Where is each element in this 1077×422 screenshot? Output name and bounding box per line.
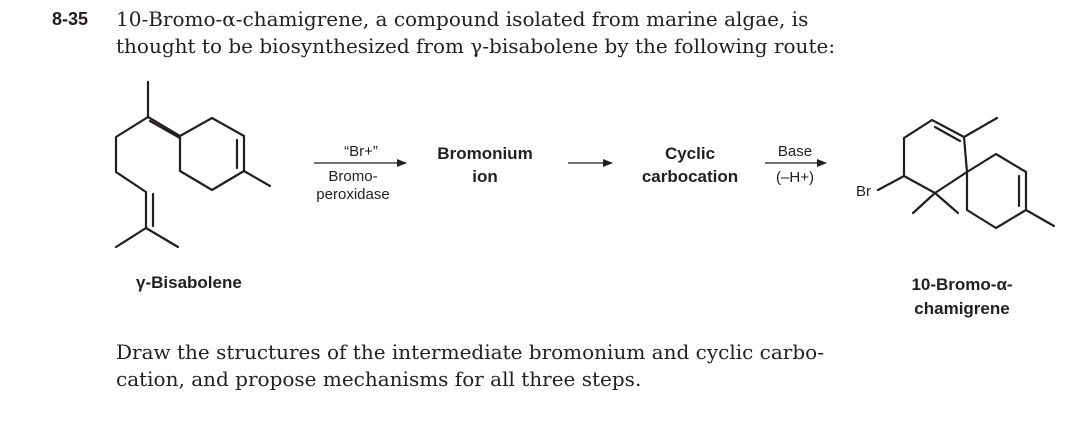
cyclic-carbocation-line: Cyclic — [664, 144, 716, 163]
bond — [116, 117, 148, 228]
starting-material-label: γ-Bisabolene — [136, 273, 242, 292]
proton-loss-label: (–H+) — [776, 169, 814, 186]
bromonium-ion-line: ion — [472, 167, 498, 186]
problem-statement-line: 10-Bromo-α-chamigrene, a compound isolated from marine algae, is — [116, 7, 809, 31]
cyclic-carbocation-label — [628, 142, 752, 188]
bromo-chamigrene-structure — [878, 118, 1054, 228]
reagent-enzyme-label — [306, 168, 400, 204]
bromonium-ion-line: Bromonium — [437, 144, 533, 163]
base-reagent-label: Base — [777, 143, 813, 160]
bond — [967, 154, 1026, 228]
problem-number: 8-35 — [52, 9, 89, 29]
bromonium-ion-label — [424, 142, 546, 188]
reagent-enzyme-line: peroxidase — [316, 186, 390, 203]
product-label-line: chamigrene — [914, 299, 1010, 318]
product-label — [898, 273, 1026, 321]
gamma-bisabolene-structure — [116, 82, 270, 247]
reagent-bromine-label: “Br+” — [344, 143, 378, 160]
bond — [913, 193, 958, 213]
product-label-line: 10-Bromo-α- — [911, 275, 1013, 294]
double-bond — [150, 121, 180, 138]
bond — [116, 228, 178, 247]
question-line: cation, and propose mechanisms for all three steps. — [116, 367, 642, 391]
bond — [904, 120, 967, 193]
bond — [878, 176, 904, 190]
reagent-enzyme-line: Bromo- — [328, 168, 378, 185]
bromine-substituent-label: Br — [856, 183, 871, 200]
bond — [964, 118, 997, 137]
question-text — [116, 339, 824, 393]
question-line: Draw the structures of the intermediate bromonium and cyclic carbo- — [116, 340, 824, 364]
problem-statement-line: thought to be biosynthesized from γ-bisabolene by the following route: — [116, 34, 836, 58]
cyclic-carbocation-line: carbocation — [641, 167, 739, 186]
bond — [244, 171, 270, 186]
bond — [1026, 210, 1054, 226]
